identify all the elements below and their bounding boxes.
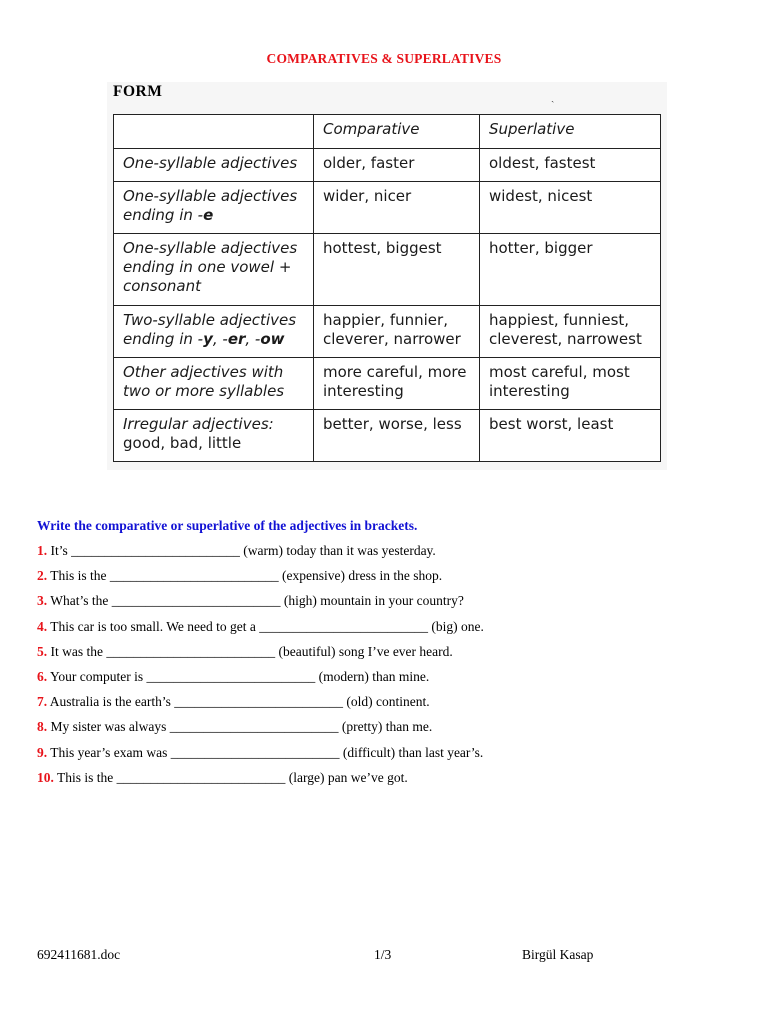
- footer-author: Birgül Kasap: [522, 947, 594, 962]
- row-category: One-syllable adjectives ending in -e: [114, 182, 314, 234]
- exercise-text: This is the _________________________ (large) pan we’ve got.: [53, 769, 408, 785]
- page-title: COMPARATIVES & SUPERLATIVES: [266, 51, 502, 66]
- footer-filename: 692411681.doc: [37, 947, 121, 962]
- table-row: [114, 182, 661, 234]
- row-superlative: hotter, bigger: [480, 234, 661, 306]
- exercise-item: [37, 619, 484, 644]
- exercise-item: [37, 568, 484, 593]
- exercise-text: This is the _________________________ (expensive) dress in the shop.: [47, 568, 443, 584]
- header-blank: [114, 115, 314, 149]
- row-superlative: happiest, funniest, cleverest, narrowest: [480, 306, 661, 358]
- row-comparative: older, faster: [314, 149, 480, 182]
- exercise-number: 5.: [37, 643, 48, 659]
- ending-e: e: [203, 206, 214, 224]
- row-superlative: best worst, least: [480, 410, 661, 462]
- exercise-item: [37, 770, 484, 795]
- exercise-number: 9.: [37, 744, 48, 760]
- row-category: One-syllable adjectives: [114, 149, 314, 182]
- exercise-item: [37, 745, 484, 770]
- exercise-list: [37, 543, 484, 795]
- form-table: [113, 114, 661, 462]
- exercise-text: It’s _________________________ (warm) today than it was yesterday.: [47, 543, 436, 558]
- table-row: [114, 306, 661, 358]
- exercise-item: [37, 593, 484, 618]
- row-category: Other adjectives with two or more syllables: [114, 358, 314, 410]
- exercise-item: [37, 694, 484, 719]
- exercise-number: 7.: [37, 694, 48, 710]
- exercise-text: My sister was always _________________________ (pretty) than me.: [47, 719, 433, 735]
- exercise-number: 3.: [37, 593, 48, 609]
- row-category: One-syllable adjectives ending in one vowel + consonant: [114, 234, 314, 306]
- exercise-number: 2.: [37, 568, 48, 584]
- header-superlative: Superlative: [480, 115, 661, 149]
- exercise-number: 1.: [37, 543, 48, 558]
- instructions: Write the comparative or superlative of the adjectives in brackets.: [37, 518, 418, 533]
- footer-page-number: 1/3: [374, 947, 392, 962]
- row-superlative: widest, nicest: [480, 182, 661, 234]
- exercise-number: 10.: [37, 769, 54, 785]
- row-comparative: wider, nicer: [314, 182, 480, 234]
- exercise-item: [37, 543, 484, 568]
- exercise-text: Your computer is _________________________ (modern) than mine.: [47, 668, 430, 684]
- exercise-number: 6.: [37, 668, 48, 684]
- header-comparative: Comparative: [314, 115, 480, 149]
- exercise-text: This car is too small. We need to get a _________________________ (big) one.: [47, 618, 484, 634]
- exercise-item: [37, 719, 484, 744]
- row-comparative: more careful, more interesting: [314, 358, 480, 410]
- exercise-item: [37, 669, 484, 694]
- exercise-text: This year’s exam was _________________________ (difficult) than last year’s.: [47, 744, 484, 760]
- exercise-text: It was the _________________________ (beautiful) song I’ve ever heard.: [47, 643, 453, 659]
- exercise-number: 8.: [37, 719, 48, 735]
- table-row: [114, 234, 661, 306]
- row-superlative: most careful, most interesting: [480, 358, 661, 410]
- row-comparative: hottest, biggest: [314, 234, 480, 306]
- exercise-text: Australia is the earth’s _________________________ (old) continent.: [47, 694, 430, 710]
- row-category: Irregular adjectives: good, bad, little: [114, 410, 314, 462]
- row-superlative: oldest, fastest: [480, 149, 661, 182]
- exercise-number: 4.: [37, 618, 48, 634]
- exercise-item: [37, 644, 484, 669]
- row-category: Two-syllable adjectives ending in -y, -er, -ow: [114, 306, 314, 358]
- form-label: FORM: [113, 83, 163, 100]
- table-row: [114, 410, 661, 462]
- row-comparative: better, worse, less: [314, 410, 480, 462]
- exercise-text: What’s the _________________________ (high) mountain in your country?: [47, 593, 464, 609]
- table-row: [114, 358, 661, 410]
- table-header-row: [114, 115, 661, 149]
- scan-mark: ˏ: [551, 92, 555, 103]
- row-comparative: happier, funnier, cleverer, narrower: [314, 306, 480, 358]
- table-row: [114, 149, 661, 182]
